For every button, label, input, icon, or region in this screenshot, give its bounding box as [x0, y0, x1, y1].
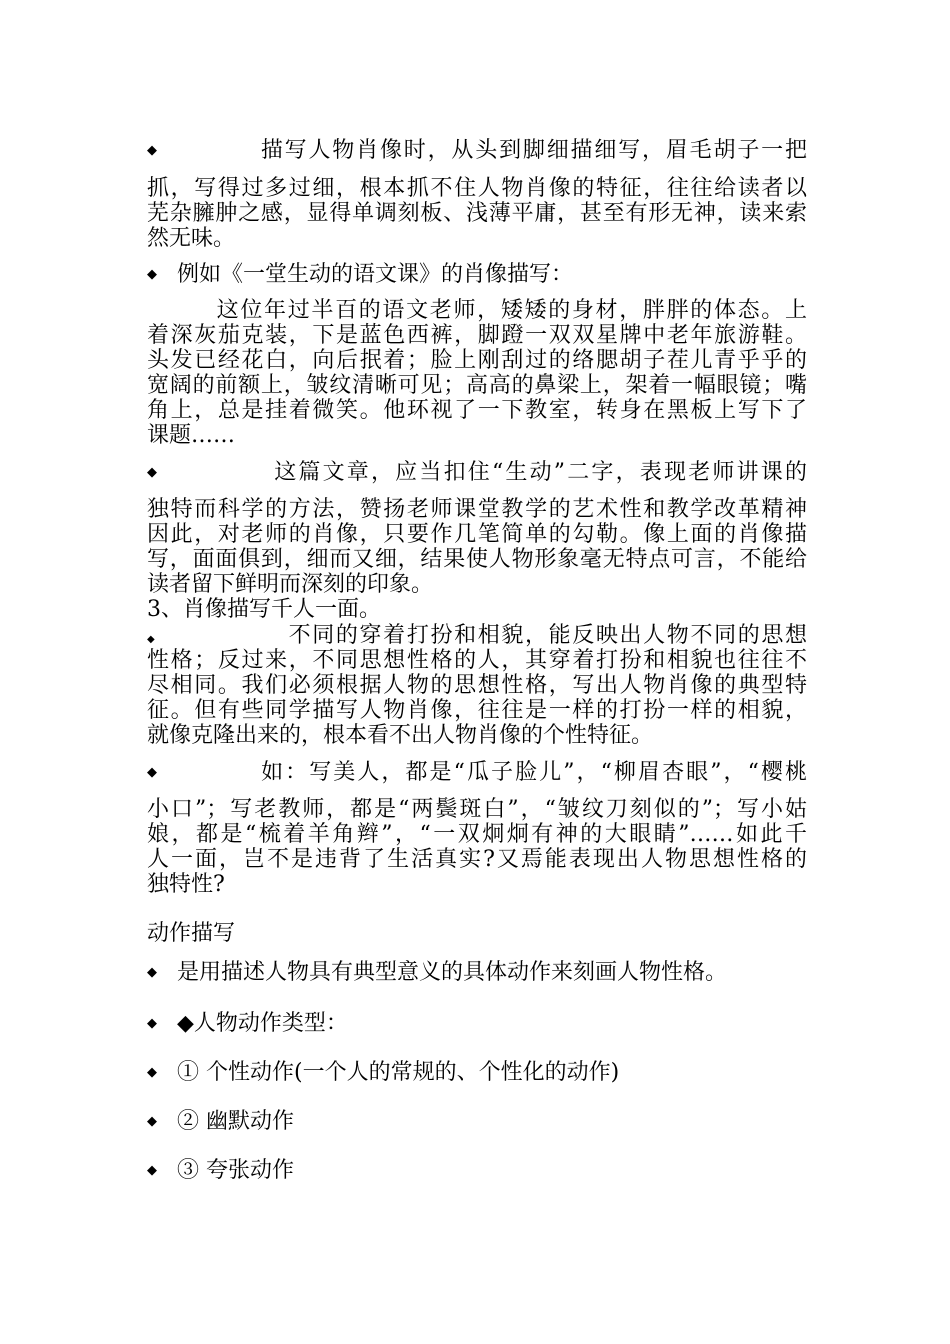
paragraph-examples: ◆ 如：写美人，都是“瓜子脸儿”，“柳眉杏眼”，“樱桃 — [147, 760, 807, 785]
paragraph-line: 头发已经花白，向后抿着；脸上刚刮过的络腮胡子茬儿青乎乎的 — [147, 348, 807, 373]
bullet-item-personal-action: ◆ ① 个性动作(一个人的常规的、个性化的动作) — [147, 1060, 620, 1085]
paragraph-line: 尽相同。我们必须根据人物的思想性格，写出人物肖像的典型特 — [147, 673, 807, 698]
paragraph-line: 宽阔的前额上，皱纹清晰可见；高高的鼻梁上，架着一幅眼镜；嘴 — [147, 373, 807, 398]
paragraph-line: 性格；反过来，不同思想性格的人，其穿着打扮和相貌也往往不 — [147, 648, 807, 673]
diamond-bullet-icon: ◆ — [147, 965, 157, 980]
paragraph-line: 就像克隆出来的，根本看不出人物肖像的个性特征。 — [147, 723, 654, 748]
paragraph-analysis: ◆ 这篇文章，应当扣住“生动”二字，表现老师讲课的 — [147, 460, 807, 485]
diamond-bullet-icon: ◆ — [147, 1163, 157, 1178]
paragraph-line: 娘，都是“梳着羊角辫”，“一双炯炯有神的大眼睛”……如此千 — [147, 822, 807, 847]
diamond-bullet-icon: ◆ — [147, 1065, 157, 1080]
paragraph-line: 小口”；写老教师，都是“两鬓斑白”，“皱纹刀刻似的”；写小姑 — [147, 797, 807, 822]
diamond-bullet-icon: ◆ — [147, 267, 157, 282]
diamond-bullet-icon: ◆ — [147, 765, 157, 780]
paragraph-line: 征。但有些同学描写人物肖像，往往是一样的打扮一样的相貌， — [147, 698, 807, 723]
paragraph-line: 读者留下鲜明而深刻的印象。 — [147, 572, 434, 597]
paragraph-body — [147, 176, 807, 251]
bullet-item-exaggerated-action: ◆ ③ 夸张动作 — [147, 1158, 294, 1183]
bullet-item-humor-action: ◆ ② 幽默动作 — [147, 1109, 294, 1134]
bullet-item-types: ◆ ◆人物动作类型： — [147, 1011, 348, 1036]
paragraph-line: 然无味。 — [147, 226, 236, 251]
paragraph-line: 独特性? — [147, 872, 225, 897]
paragraph-line: 抓，写得过多过细，根本抓不住人物肖像的特征，往往给读者以 — [147, 176, 807, 201]
paragraph-line: 独特而科学的方法，赞扬老师课堂教学的艺术性和教学改革精神 — [147, 497, 807, 522]
paragraph-first-line: ◆ 描写人物肖像时，从头到脚细描细写，眉毛胡子一把 — [147, 138, 807, 163]
paragraph-body — [147, 497, 807, 597]
paragraph-line: 因此，对老师的肖像，只要作几笔简单的勾勒。像上面的肖像描 — [147, 522, 807, 547]
paragraph-line: 角上，总是挂着微笑。他环视了一下教室，转身在黑板上写下了 — [147, 398, 807, 423]
diamond-bullet-icon: ◆ — [147, 1114, 157, 1129]
paragraph-line: 写，面面俱到，细而又细，结果使人物形象毫无特点可言，不能给 — [147, 547, 807, 572]
paragraph-line: 人一面，岂不是违背了生活真实?又焉能表现出人物思想性格的 — [147, 847, 807, 872]
quoted-portrait-passage: 这位年过半百的语文老师，矮矮的身材，胖胖的体态。上 着深灰茄克装，下是蓝色西裤，脚蹬一双双星牌中老年旅游鞋。 头发已经花白，向后抿着；脸上刚刮过的络腮胡子茬儿青乎乎的 宽阔的前额上，皱纹清晰可见；高高的鼻梁上，架着一幅眼镜；嘴 角上，总是挂着微笑。他环视了一下教室，转身在黑板上写下了 课题…… — [147, 298, 807, 448]
paragraph-same-look: ◆ 不同的穿着打扮和相貌，能反映出人物不同的思想 性格；反过来，不同思想性格的人，其穿着打扮和相貌也往往不 尽相同。我们必须根据人物的思想性格，写出人物肖像的典型特 征。但有些同学描写人物肖像，往往是一样的打扮一样的相貌， 就像克隆出来的，根本看不出人物肖像的个性特征。 — [147, 623, 807, 748]
paragraph-line: 芜杂臃肿之感，显得单调刻板、浅薄平庸，甚至有形无神，读来索 — [147, 201, 807, 226]
diamond-bullet-icon: ◆ — [147, 143, 157, 158]
diamond-bullet-icon: ◆ — [147, 1016, 157, 1031]
diamond-bullet-icon: ◆ — [147, 634, 155, 645]
paragraph-body — [147, 797, 807, 897]
paragraph-portrait-overdetail — [147, 138, 807, 163]
diamond-bullet-icon: ◆ — [147, 465, 157, 480]
paragraph-line: 课题…… — [147, 423, 236, 448]
paragraph-line: 着深灰茄克装，下是蓝色西裤，脚蹬一双双星牌中老年旅游鞋。 — [147, 323, 807, 348]
bullet-item-definition: ◆ 是用描述人物具有典型意义的具体动作来刻画人物性格。 — [147, 960, 728, 985]
section-heading-3: 3、肖像描写千人一面。 — [147, 597, 381, 622]
paragraph-example-intro: ◆ 例如《一堂生动的语文课》的肖像描写： — [147, 262, 574, 287]
section-title-action: 动作描写 — [147, 921, 236, 946]
